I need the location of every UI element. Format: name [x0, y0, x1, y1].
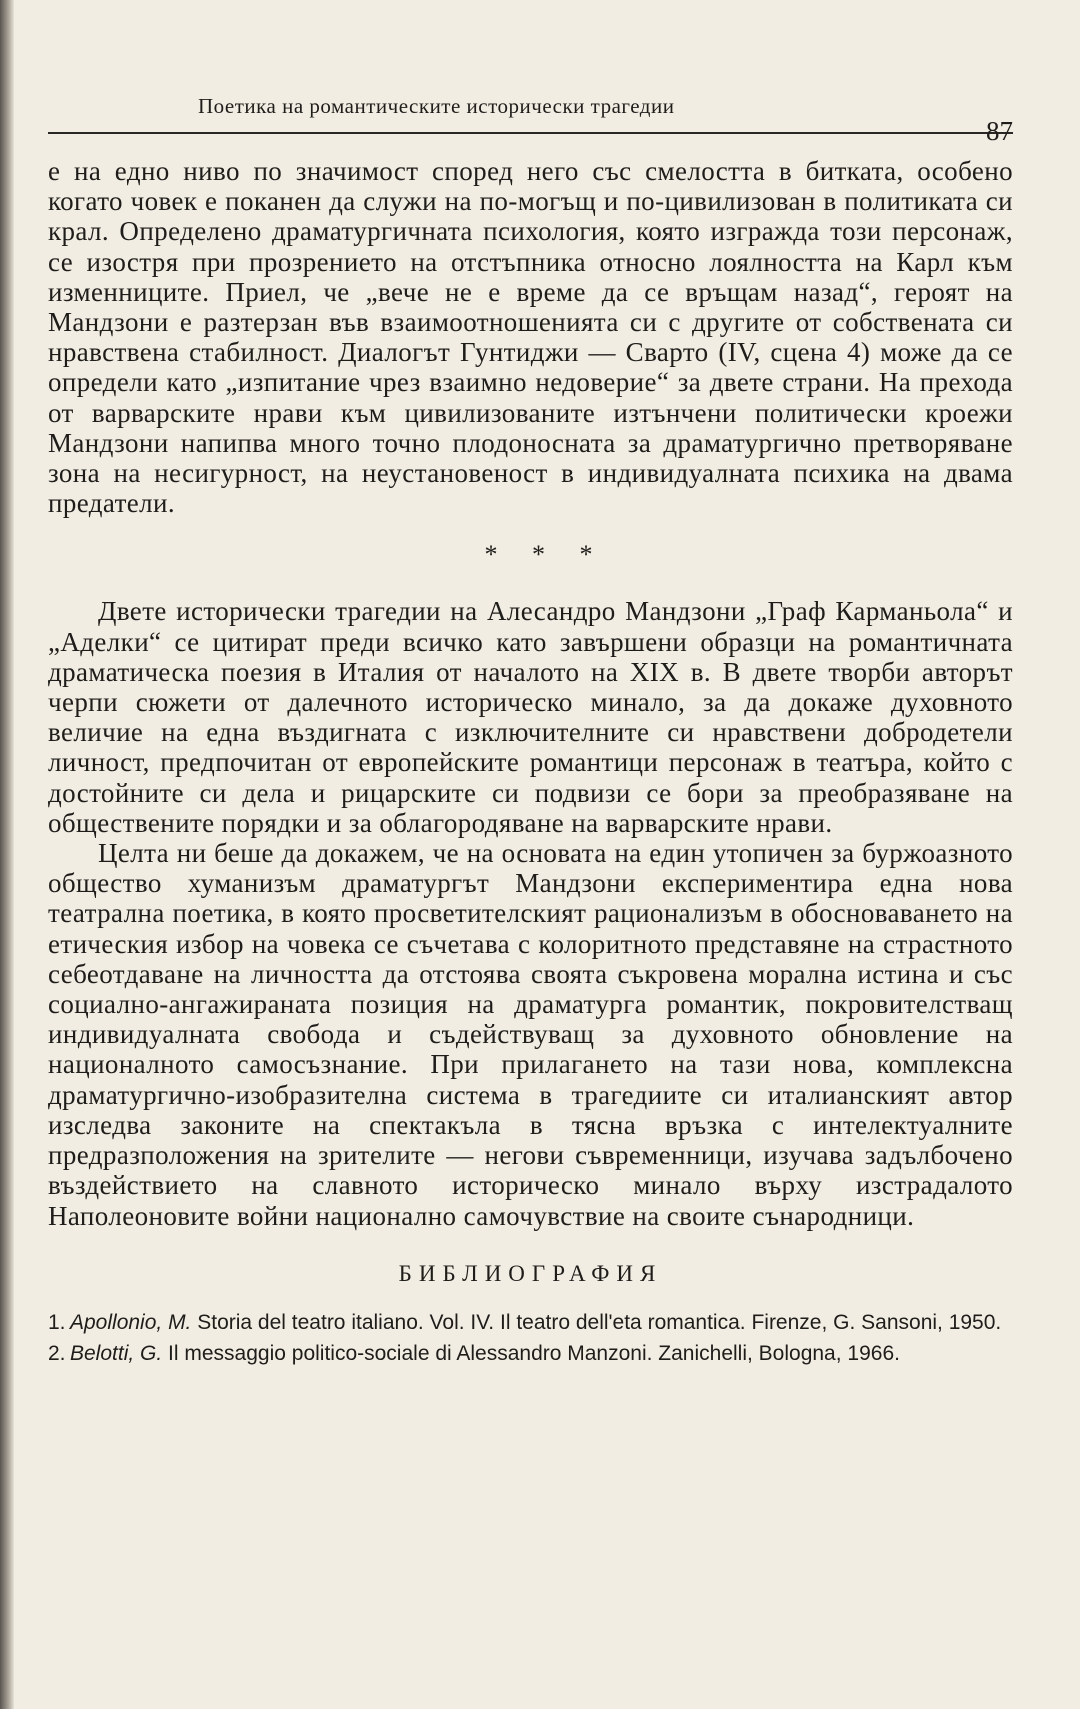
bibliography-entry — [48, 1342, 1013, 1365]
entry-number: 1. — [48, 1310, 66, 1334]
entry-author: Belotti, G. — [70, 1341, 169, 1365]
running-title: Поетика на романтическите исторически трагедии — [198, 94, 675, 118]
bibliography-entry — [48, 1311, 1013, 1334]
book-spine-shadow — [0, 0, 14, 1709]
paragraph-conclusion-1: Двете исторически трагедии на Алесандро Мандзони „Граф Карманьола“ и „Аделки“ се цитират преди всичко като завършени образци на романтичната драматическа поезия в Италия от началото на XIX в. В двете творби авторът черпи сюжети от далечното историческо минало, за да докаже духовното величие на една въздигната с изключителните си нравствени добродетели личност, предпочитан от европейските романтици персонаж в театъра, който с достойните си дела и рицарските си подвизи се бори за преобразяване на обществените порядки и за облагородяване на варварските нрави. — [48, 596, 1013, 838]
running-head — [48, 80, 1013, 146]
bibliography-heading: БИБЛИОГРАФИЯ — [398, 1260, 663, 1286]
book-page — [48, 80, 1013, 1373]
entry-text: Il messaggio politico-sociale di Alessandro Manzoni. Zanichelli, Bologna, 1966. — [168, 1341, 900, 1365]
page-number: 87 — [986, 116, 1013, 146]
entry-number: 2. — [48, 1341, 66, 1365]
entry-text: Storia del teatro italiano. Vol. IV. Il teatro dell'eta romantica. Firenze, G. Sansoni, 1950. — [197, 1310, 1002, 1334]
body-text — [48, 156, 1013, 1231]
paragraph-continuation: е на едно ниво по значимост според него със смелостта в битката, особено когато човек е поканен да служи на по-могъщ и по-цивилизован в политиката си крал. Определено драматургичната психология, която изгражда този персонаж, се изостря при прозрението на отстъпника относно лоялността на Карл към изменниците. Приел, че „вече не е време да се връщам назад“, героят на Мандзони е разтерзан във взаимоотношенията си с другите от собствената си нравствена стабилност. Диалогът Гунтиджи — Сварто (IV, сцена 4) може да се определи като „изпитание чрез взаимно недоверие“ за двете страни. На прехода от варварските нрави към цивилизованите изтънчени политически кроежи Мандзони напипва много точно плодоносната за драматургично претворяване зона на несигурност, на неустановеност в индивидуалната психика на двама предатели. — [48, 156, 1013, 519]
entry-author: Apollonio, M. — [70, 1310, 198, 1334]
section-separator: * * * — [484, 540, 607, 570]
bibliography-list — [48, 1311, 1013, 1365]
paragraph-conclusion-2: Целта ни беше да докажем, че на основата на един утопичен за буржоазното общество хуманизъм драматургът Мандзони експериментира една нова театрална поетика, в която просветителският рационализъм в обосноваването на етическия избор на човека се съчетава с колоритното представяне на страстното себеотдаване на личността да отстоява своята съкровена морална истина и със социално-ангажираната позиция на драматурга романтик, покровителстващ индивидуалната свобода и съдействуващ за духовното обновление на националното самосъзнание. При прилагането на тази нова, комплексна драматургично-изобразителна система в трагедиите си италианският автор изследва законите на спектакъла в тясна връзка с интелектуалните предразположения на зрителите — негови съвременници, изучава задълбочено въздействието на славното историческо минало върху изстрадалото Наполеоновите войни национално самочувствие на своите сънародници. — [48, 838, 1013, 1231]
